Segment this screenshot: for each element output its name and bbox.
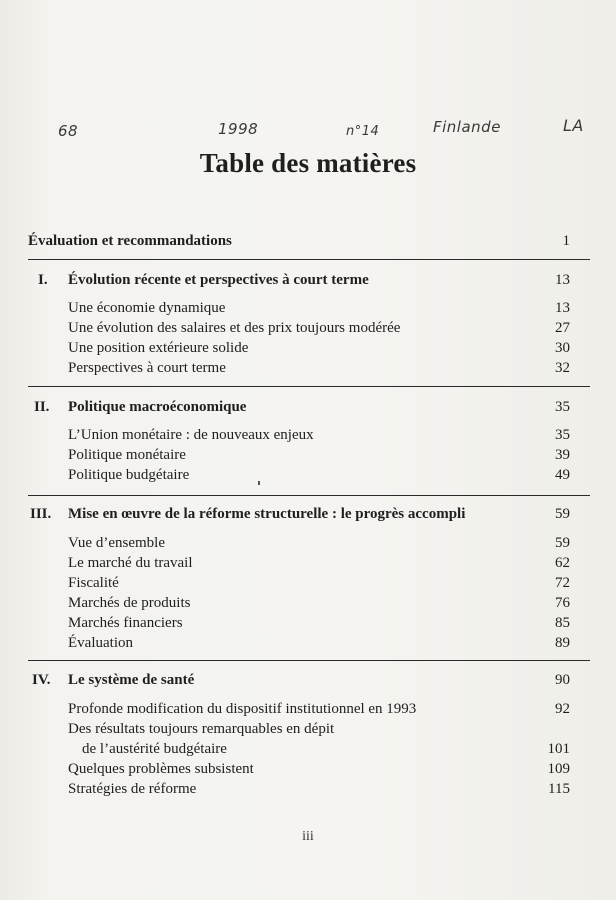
toc-item-page: 76 — [555, 595, 570, 611]
toc-item-label: Une position extérieure solide — [68, 340, 249, 356]
ink-mark — [258, 481, 260, 485]
chapter-title: Politique macroéconomique — [68, 399, 247, 415]
toc-item-label: Fiscalité — [68, 575, 119, 591]
toc-item-page: 62 — [555, 555, 570, 571]
toc-item-label: Politique monétaire — [68, 447, 186, 463]
section-divider — [28, 660, 590, 661]
toc-item-page: 85 — [555, 615, 570, 631]
handwritten-note-number: 68 — [58, 122, 79, 140]
toc-item-label: Le marché du travail — [68, 555, 193, 571]
toc-item-label: Des résultats toujours remarquables en dépit — [68, 721, 335, 737]
toc-item-page: 101 — [547, 741, 570, 757]
chapter-page: 35 — [555, 399, 570, 415]
chapter-number: I. — [38, 272, 48, 288]
toc-item-label: Une évolution des salaires et des prix toujours modérée — [68, 320, 401, 336]
toc-item-label: Marchés de produits — [68, 595, 191, 611]
chapter-page: 90 — [555, 672, 570, 688]
toc-item-label: Marchés financiers — [68, 615, 183, 631]
chapter-title: Mise en œuvre de la réforme structurelle : le progrès accompli — [68, 506, 466, 522]
toc-item-page: 92 — [555, 701, 570, 717]
toc-item-page: 89 — [555, 635, 570, 651]
toc-item-page: 32 — [555, 360, 570, 376]
handwritten-note-year: 1998 — [218, 120, 259, 138]
toc-item-page: 72 — [555, 575, 570, 591]
toc-item-label: Stratégies de réforme — [68, 781, 197, 797]
handwritten-note-initials: LA — [563, 116, 584, 135]
chapter-number: II. — [34, 399, 50, 415]
toc-item-label: Politique budgétaire — [68, 467, 190, 483]
chapter-page: 59 — [555, 506, 570, 522]
toc-entry-page: 1 — [562, 233, 570, 249]
toc-item-page: 115 — [548, 781, 570, 797]
toc-item-page: 39 — [555, 447, 570, 463]
toc-item-page: 109 — [547, 761, 570, 777]
toc-item-label: Quelques problèmes subsistent — [68, 761, 254, 777]
toc-item-label: L’Union monétaire : de nouveaux enjeux — [68, 427, 314, 443]
chapter-page: 13 — [555, 272, 570, 288]
toc-item-label: Perspectives à court terme — [68, 360, 226, 376]
page-number-footer: iii — [302, 829, 314, 844]
toc-entry-label: Évaluation et recommandations — [28, 233, 232, 249]
toc-item-label: Une économie dynamique — [68, 300, 226, 316]
page-title: Table des matières — [199, 148, 417, 178]
toc-item-page: 27 — [555, 320, 570, 336]
chapter-number: IV. — [32, 672, 51, 688]
chapter-title: Évolution récente et perspectives à court terme — [68, 272, 369, 288]
toc-item-page: 13 — [555, 300, 570, 316]
section-divider — [28, 386, 590, 387]
chapter-title: Le système de santé — [68, 672, 195, 688]
toc-item-label: de l’austérité budgétaire — [82, 741, 227, 757]
toc-item-label: Profonde modification du dispositif institutionnel en 1993 — [68, 701, 417, 717]
handwritten-note-issue: n°14 — [346, 124, 380, 139]
toc-item-page: 35 — [555, 427, 570, 443]
toc-item-label: Vue d’ensemble — [68, 535, 165, 551]
handwritten-note-country: Finlande — [433, 118, 501, 136]
toc-item-page: 49 — [555, 467, 570, 483]
section-divider — [28, 495, 590, 496]
toc-item-page: 59 — [555, 535, 570, 551]
toc-item-label: Évaluation — [68, 635, 133, 651]
toc-item-page: 30 — [555, 340, 570, 356]
section-divider — [28, 259, 590, 260]
chapter-number: III. — [30, 506, 52, 522]
